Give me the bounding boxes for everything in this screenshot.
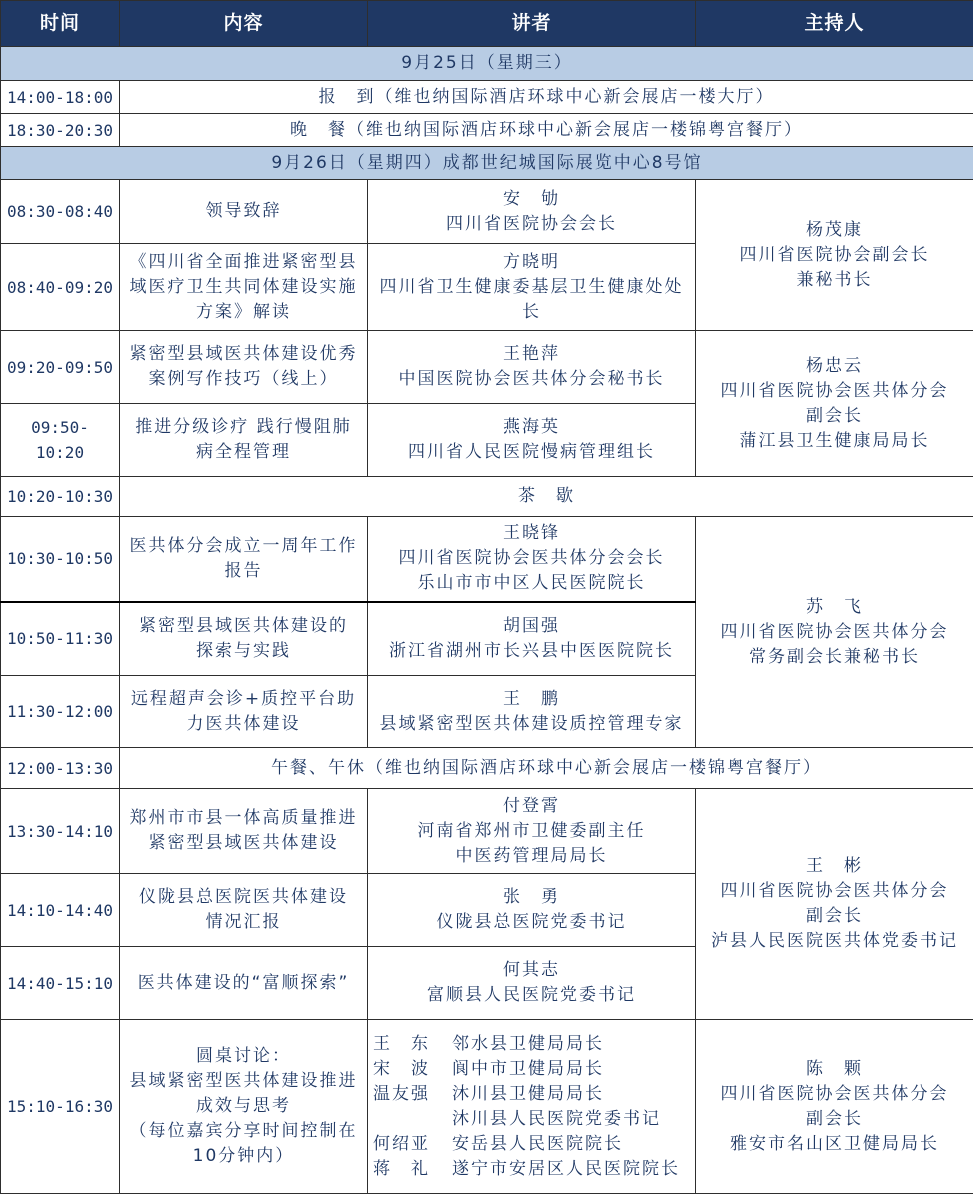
time-cell: 12:00-13:30 (1, 748, 120, 789)
speaker-cell (368, 874, 696, 947)
agenda-row (1, 180, 973, 244)
agenda-row-registration (1, 81, 973, 114)
content-cell: 医共体分会成立一周年工作 报告 (120, 517, 368, 602)
host-name: 王 彬 (806, 856, 863, 876)
speaker-name: 付登霄 (503, 795, 560, 816)
day1-banner: 9月25日（星期三） (1, 47, 973, 81)
panelist-name: 王 东 (373, 1033, 430, 1054)
content-cell: 推进分级诊疗 践行慢阻肺 病全程管理 (120, 404, 368, 477)
host-title: 四川省医院协会医共体分会 (720, 1083, 949, 1104)
speaker-name: 王艳萍 (503, 344, 560, 364)
time-cell: 10:30-10:50 (1, 517, 120, 602)
host-title: 副会长 (806, 1108, 863, 1129)
speaker-name: 安 劬 (503, 188, 560, 209)
agenda-row-roundtable (1, 1020, 973, 1194)
panelist (373, 1157, 691, 1182)
speaker-cell (368, 244, 696, 331)
host-name: 苏 飞 (806, 596, 863, 617)
speaker-name: 张 勇 (503, 887, 560, 907)
speaker-title: 四川省人民医院慢病管理组长 (408, 442, 655, 462)
header-host: 主持人 (696, 1, 973, 47)
agenda-row-lunch (1, 748, 973, 789)
speaker-title: 河南省郑州市卫健委副主任 (417, 820, 646, 841)
host-title: 泸县人民医院医共体党委书记 (711, 931, 958, 951)
time-cell: 10:20-10:30 (1, 477, 120, 517)
event-cell: 茶 歇 (120, 477, 973, 517)
header-speaker: 讲者 (368, 1, 696, 47)
time-cell: 14:40-15:10 (1, 947, 120, 1020)
panelist-role: 沐川县卫健局局长 (452, 1083, 604, 1104)
content-cell: 郑州市市县一体高质量推进 紧密型县域医共体建设 (120, 789, 368, 874)
agenda-row (1, 517, 973, 602)
time-cell: 09:20-09:50 (1, 331, 120, 404)
speaker-cell (368, 676, 696, 748)
panelist (373, 1082, 691, 1107)
speaker-name: 胡国强 (503, 615, 560, 636)
agenda-row-dinner (1, 114, 973, 147)
speaker-name: 王晓锋 (503, 523, 560, 544)
speaker-title: 四川省卫生健康委基层卫生健康处处长 (379, 276, 684, 322)
host-title: 蒲江县卫生健康局局长 (739, 430, 930, 451)
host-name: 杨茂康 (806, 219, 863, 240)
time-cell: 14:10-14:40 (1, 874, 120, 947)
day1-banner-row (1, 47, 973, 81)
speaker-cell (368, 947, 696, 1020)
panelist (373, 1132, 691, 1157)
host-name: 陈 颗 (806, 1058, 863, 1079)
host-title: 四川省医院协会医共体分会 (720, 380, 949, 401)
speaker-name: 燕海英 (503, 417, 560, 437)
speaker-name: 何其志 (503, 960, 560, 980)
speaker-title: 仪陇县总医院党委书记 (436, 912, 627, 932)
speaker-title: 中国医院协会医共体分会秘书长 (398, 369, 665, 389)
speaker-title: 县域紧密型医共体建设质控管理专家 (379, 713, 684, 734)
header-row (1, 1, 973, 47)
day2-banner-row (1, 147, 973, 180)
time-cell: 18:30-20:30 (1, 114, 120, 147)
host-title: 四川省医院协会医共体分会 (720, 881, 949, 901)
panelist-name: 何绍亚 (373, 1133, 430, 1154)
time-cell: 14:00-18:00 (1, 81, 120, 114)
header-time: 时间 (1, 1, 120, 47)
agenda-row-tea-break (1, 477, 973, 517)
content-cell: 《四川省全面推进紧密型县 域医疗卫生共同体建设实施 方案》解读 (120, 244, 368, 331)
content-cell: 紧密型县域医共体建设优秀 案例写作技巧（线上） (120, 331, 368, 404)
content-cell: 远程超声会诊+质控平台助 力医共体建设 (120, 676, 368, 748)
panel-speakers-cell (368, 1020, 696, 1194)
host-title: 常务副会长兼秘书长 (749, 646, 920, 667)
speaker-name: 方晓明 (503, 251, 560, 272)
speaker-cell (368, 789, 696, 874)
speaker-title: 四川省医院协会医共体分会会长 (398, 548, 665, 569)
speaker-title: 乐山市市中区人民医院院长 (417, 573, 646, 594)
panelist-name: 蒋 礼 (373, 1158, 430, 1179)
host-title: 四川省医院协会副会长 (739, 244, 930, 265)
host-cell (696, 180, 973, 331)
time-cell: 08:40-09:20 (1, 244, 120, 331)
speaker-name: 王 鹏 (503, 688, 560, 709)
speaker-title: 富顺县人民医院党委书记 (427, 985, 636, 1005)
panelist-role: 阆中市卫健局局长 (452, 1058, 604, 1079)
host-name: 杨忠云 (806, 355, 863, 376)
agenda-row (1, 331, 973, 404)
host-title: 四川省医院协会医共体分会 (720, 621, 949, 642)
panelist-name: 宋 波 (373, 1058, 430, 1079)
time-cell: 08:30-08:40 (1, 180, 120, 244)
time-cell: 09:50- 10:20 (1, 404, 120, 477)
host-cell (696, 789, 973, 1020)
panelist-name: 温友强 (373, 1083, 430, 1104)
panelist (373, 1057, 691, 1082)
time-cell: 13:30-14:10 (1, 789, 120, 874)
panelist-role: 邻水县卫健局局长 (452, 1033, 604, 1054)
speaker-cell (368, 517, 696, 602)
event-cell: 晚 餐（维也纳国际酒店环球中心新会展店一楼锦粤宫餐厅） (120, 114, 973, 147)
panelist-role: 安岳县人民医院院长 (452, 1133, 623, 1154)
content-cell: 圆桌讨论： 县域紧密型医共体建设推进 成效与思考 （每位嘉宾分享时间控制在 10分钟内） (120, 1020, 368, 1194)
time-cell: 15:10-16:30 (1, 1020, 120, 1194)
host-title: 兼秘书长 (796, 269, 873, 290)
event-cell: 午餐、午休（维也纳国际酒店环球中心新会展店一楼锦粤宫餐厅） (120, 748, 973, 789)
content-cell: 仪陇县总医院医共体建设 情况汇报 (120, 874, 368, 947)
content-cell: 紧密型县域医共体建设的 探索与实践 (120, 602, 368, 676)
speaker-cell (368, 602, 696, 676)
panelist-role: 遂宁市安居区人民医院院长 (452, 1158, 680, 1179)
speaker-title: 中医药管理局局长 (455, 845, 608, 866)
day2-banner: 9月26日（星期四）成都世纪城国际展览中心8号馆 (1, 147, 973, 180)
agenda-row (1, 789, 973, 874)
header-content: 内容 (120, 1, 368, 47)
content-cell: 领导致辞 (120, 180, 368, 244)
time-cell: 10:50-11:30 (1, 602, 120, 676)
host-cell (696, 517, 973, 748)
speaker-cell (368, 404, 696, 477)
event-cell: 报 到（维也纳国际酒店环球中心新会展店一楼大厅） (120, 81, 973, 114)
speaker-cell (368, 180, 696, 244)
panelist (373, 1107, 691, 1132)
host-title: 副会长 (806, 405, 863, 426)
speaker-title: 四川省医院协会会长 (446, 213, 617, 234)
speaker-title: 浙江省湖州市长兴县中医医院院长 (389, 640, 674, 661)
speaker-cell (368, 331, 696, 404)
panelist (373, 1032, 691, 1057)
panelist-role: 沐川县人民医院党委书记 (452, 1108, 661, 1129)
host-cell (696, 1020, 973, 1194)
host-cell (696, 331, 973, 477)
content-cell: 医共体建设的“富顺探索” (120, 947, 368, 1020)
host-title: 副会长 (806, 906, 863, 926)
time-cell: 11:30-12:00 (1, 676, 120, 748)
host-title: 雅安市名山区卫健局局长 (730, 1133, 939, 1154)
